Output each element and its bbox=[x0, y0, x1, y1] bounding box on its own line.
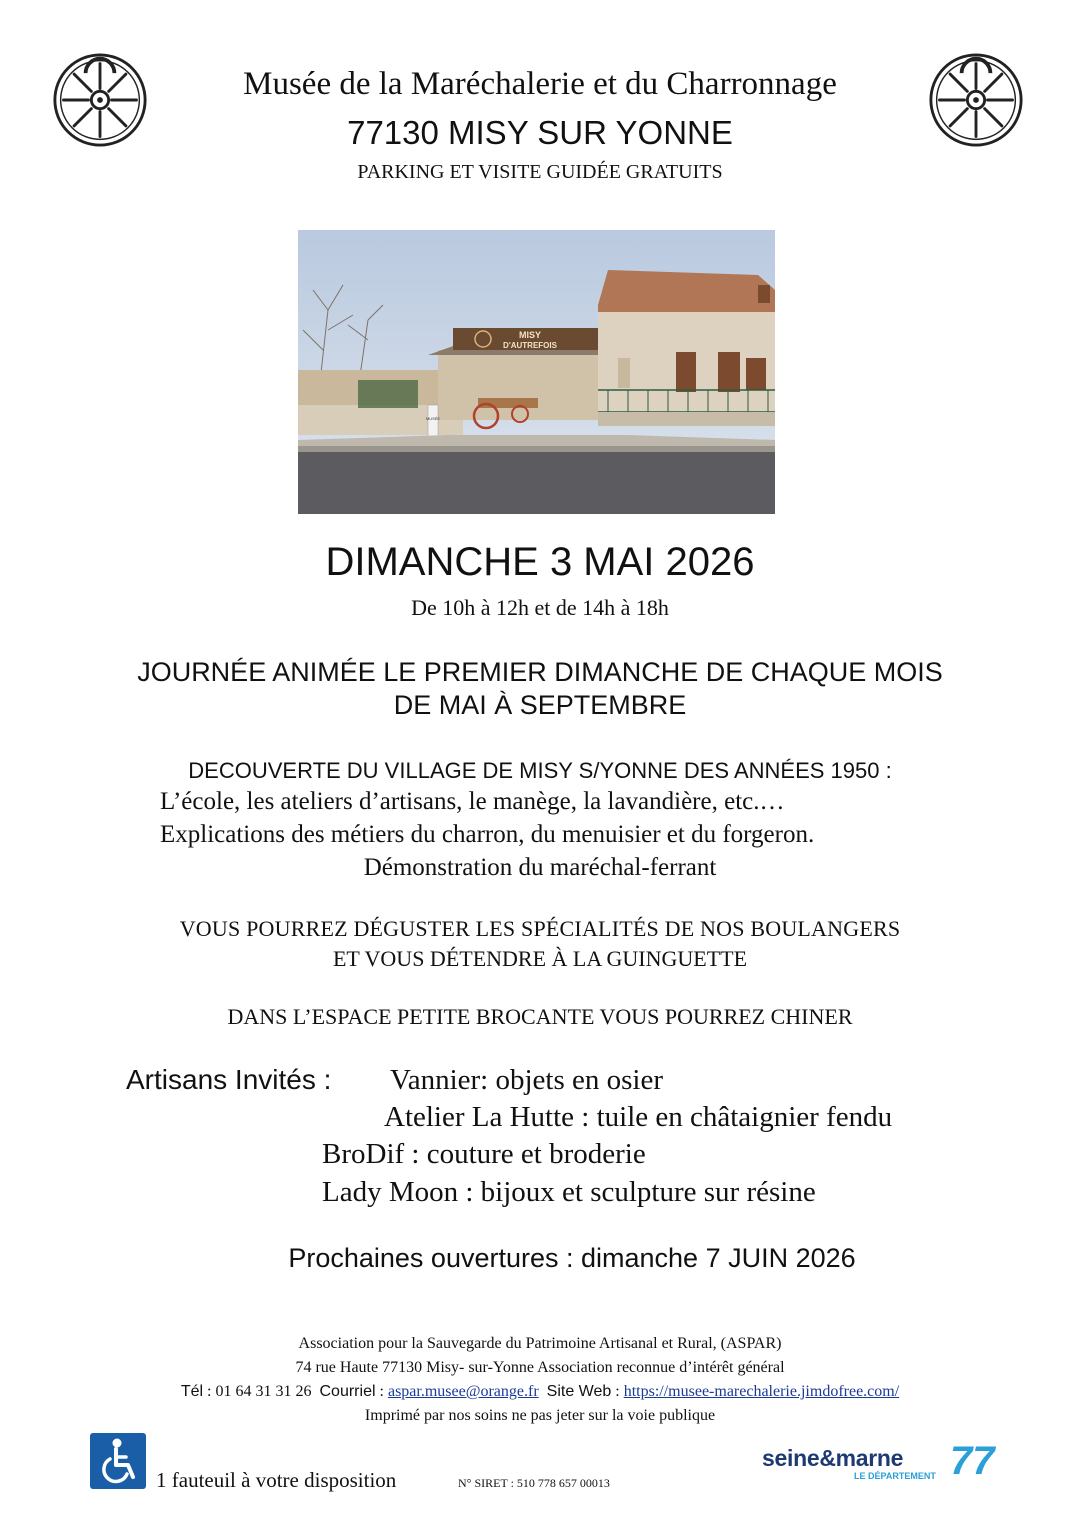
logo-subtext: LE DÉPARTEMENT bbox=[854, 1471, 936, 1481]
parking-notice: PARKING ET VISITE GUIDÉE GRATUITS bbox=[357, 161, 723, 183]
museum-address: 77130 MISY SUR YONNE bbox=[347, 114, 733, 151]
extras-line2: ET VOUS DÉTENDRE À LA GUINGUETTE bbox=[332, 946, 748, 971]
email-label: Courriel bbox=[319, 1383, 376, 1400]
artisan-item: Vannier: objets en osier bbox=[390, 1064, 664, 1096]
event-headline-line1: JOURNÉE ANIMÉE LE PREMIER DIMANCHE DE CHAQUE MOIS bbox=[137, 657, 943, 687]
siret: N° SIRET : 510 778 657 00013 bbox=[458, 1476, 610, 1490]
wheelchair-text: 1 fauteuil à votre disposition bbox=[156, 1468, 397, 1492]
discovery-line1: L’école, les ateliers d’artisans, le manège, la lavandière, etc.… bbox=[160, 788, 785, 815]
discovery-line3: Démonstration du maréchal-ferrant bbox=[363, 854, 717, 881]
web-label: Site Web bbox=[546, 1383, 612, 1400]
website-link[interactable]: https://musee-marechalerie.jimdofree.com/ bbox=[623, 1383, 900, 1400]
next-opening: Prochaines ouvertures : dimanche 7 JUIN 2026 bbox=[288, 1243, 856, 1273]
sign-line2: D'AUTREFOIS bbox=[503, 341, 557, 350]
tel-value: : 01 64 31 31 26 bbox=[207, 1383, 312, 1400]
event-date: DIMANCHE 3 MAI 2026 bbox=[325, 540, 755, 584]
event-headline-line2: DE MAI À SEPTEMBRE bbox=[393, 690, 687, 720]
logo-number: 77 bbox=[950, 1439, 995, 1483]
museum-title: Musée de la Maréchalerie et du Charronnage bbox=[243, 66, 837, 102]
extras-line1: VOUS POURREZ DÉGUSTER LES SPÉCIALITÉS DE NOS BOULANGERS bbox=[179, 916, 901, 941]
post-text: MUSÉE bbox=[425, 416, 441, 421]
logo-text: seine&marne bbox=[762, 1445, 904, 1471]
artisan-item: BroDif : couture et broderie bbox=[322, 1138, 646, 1170]
museum-photo bbox=[298, 230, 775, 514]
artisan-item: Atelier La Hutte : tuile en châtaignier fendu bbox=[384, 1101, 893, 1133]
wheelchair-icon bbox=[90, 1433, 146, 1489]
artisan-item: Lady Moon : bijoux et sculpture sur résine bbox=[322, 1176, 816, 1208]
footer-address: 74 rue Haute 77130 Misy- sur-Yonne Association reconnue d’intérêt général bbox=[295, 1359, 785, 1376]
sign-line1: MISY bbox=[518, 330, 542, 340]
footer-printed: Imprimé par nos soins ne pas jeter sur la voie publique bbox=[364, 1407, 716, 1424]
artisans-label: Artisans Invités : bbox=[126, 1064, 332, 1095]
footer-association: Association pour la Sauvegarde du Patrimoine Artisanal et Rural, (ASPAR) bbox=[298, 1335, 782, 1352]
discovery-line2: Explications des métiers du charron, du menuisier et du forgeron. bbox=[160, 821, 815, 848]
event-hours: De 10h à 12h et de 14h à 18h bbox=[411, 595, 669, 620]
discovery-heading: DECOUVERTE DU VILLAGE DE MISY S/YONNE DES ANNÉES 1950 : bbox=[188, 758, 892, 783]
footer-contact: Tél : 01 64 31 31 26 Courriel : aspar.musee@orange.fr Site Web : https://musee-marechalerie.jimdofree.com/ bbox=[180, 1383, 900, 1400]
extras-line3: DANS L’ESPACE PETITE BROCANTE VOUS POURREZ CHINER bbox=[227, 1004, 853, 1029]
seine-et-marne-logo bbox=[760, 1439, 995, 1489]
email-link[interactable]: aspar.musee@orange.fr bbox=[387, 1383, 539, 1400]
tel-label: Tél bbox=[180, 1383, 204, 1400]
